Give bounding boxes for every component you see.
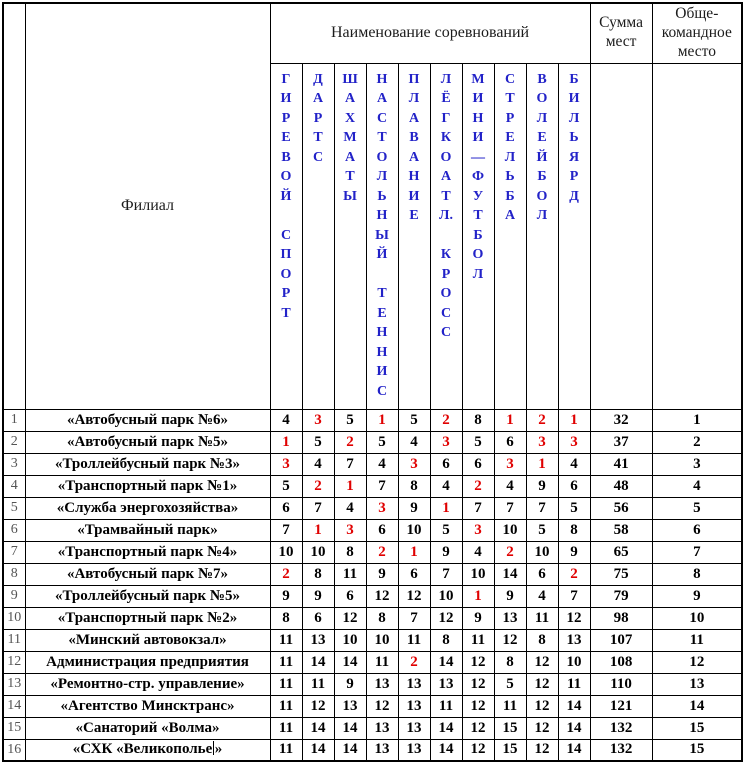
score-cell: 1 [558,409,590,431]
branch-name: «СХК «Великополье » [25,739,270,761]
place-cell: 9 [652,585,742,607]
table-row [3,431,742,453]
score-cell: 11 [526,607,558,629]
score-cell: 7 [398,607,430,629]
branch-name: «Транспортный парк №2» [25,607,270,629]
score-cell: 12 [526,717,558,739]
score-cell: 11 [302,673,334,695]
score-cell: 12 [526,695,558,717]
sum-cell: 132 [590,739,652,761]
score-cell: 12 [462,695,494,717]
column-header-sport-8: С Т Р Е Л Ь Б А [494,63,526,409]
table-row [3,519,742,541]
row-number: 7 [3,541,25,563]
branch-name: «Автобусный парк №6» [25,409,270,431]
score-cell: 11 [270,651,302,673]
table-row [3,585,742,607]
sum-cell: 48 [590,475,652,497]
place-cell: 3 [652,453,742,475]
score-cell: 12 [366,585,398,607]
competitions-header: Наименование соревнований [270,3,590,63]
score-cell: 14 [430,651,462,673]
place-cell: 10 [652,607,742,629]
score-cell: 13 [398,695,430,717]
score-cell: 12 [302,695,334,717]
row-number: 14 [3,695,25,717]
score-cell: 3 [526,431,558,453]
score-cell: 1 [270,431,302,453]
score-cell: 8 [302,563,334,585]
score-cell: 14 [430,739,462,761]
score-cell: 14 [558,717,590,739]
score-cell: 5 [526,519,558,541]
score-cell: 10 [270,541,302,563]
score-cell: 7 [462,497,494,519]
row-number: 12 [3,651,25,673]
score-cell: 4 [558,453,590,475]
score-cell: 1 [462,585,494,607]
score-cell: 3 [270,453,302,475]
score-cell: 14 [334,739,366,761]
score-cell: 10 [494,519,526,541]
place-cell: 14 [652,695,742,717]
score-cell: 6 [334,585,366,607]
sum-cell: 75 [590,563,652,585]
place-cell: 15 [652,717,742,739]
score-cell: 1 [494,409,526,431]
sum-cell: 98 [590,607,652,629]
row-number: 4 [3,475,25,497]
row-number: 6 [3,519,25,541]
score-cell: 8 [526,629,558,651]
place-cell: 13 [652,673,742,695]
score-cell: 8 [494,651,526,673]
sum-cell: 58 [590,519,652,541]
score-cell: 2 [494,541,526,563]
score-cell: 7 [526,497,558,519]
score-cell: 14 [334,717,366,739]
score-cell: 4 [398,431,430,453]
overall-column-spacer [652,63,742,409]
score-cell: 2 [526,409,558,431]
column-header-sport-7: М И Н И — Ф У Т Б О Л [462,63,494,409]
score-cell: 1 [302,519,334,541]
score-cell: 4 [366,453,398,475]
row-number: 5 [3,497,25,519]
sum-cell: 37 [590,431,652,453]
score-cell: 3 [398,453,430,475]
table-row [3,717,742,739]
score-cell: 5 [494,673,526,695]
score-cell: 8 [270,607,302,629]
place-cell: 5 [652,497,742,519]
score-cell: 1 [526,453,558,475]
place-cell: 2 [652,431,742,453]
column-header-sport-5: П Л А В А Н И Е [398,63,430,409]
score-cell: 9 [526,475,558,497]
score-cell: 13 [398,739,430,761]
score-cell: 5 [270,475,302,497]
sum-cell: 108 [590,651,652,673]
branch-name: «Автобусный парк №5» [25,431,270,453]
score-cell: 13 [494,607,526,629]
branch-name: «Троллейбусный парк №5» [25,585,270,607]
column-header-sport-3: Ш А Х М А Т Ы [334,63,366,409]
row-number: 11 [3,629,25,651]
sum-cell: 107 [590,629,652,651]
score-cell: 11 [270,629,302,651]
score-cell: 12 [462,651,494,673]
filial-header: Филиал [25,3,270,409]
score-cell: 3 [430,431,462,453]
score-cell: 8 [398,475,430,497]
row-number: 13 [3,673,25,695]
score-cell: 7 [334,453,366,475]
score-cell: 12 [494,629,526,651]
score-cell: 6 [302,607,334,629]
branch-name: «Санаторий «Волма» [25,717,270,739]
score-cell: 7 [558,585,590,607]
score-cell: 14 [302,739,334,761]
sum-header: Сумма мест [590,3,652,63]
sum-cell: 110 [590,673,652,695]
score-cell: 11 [270,717,302,739]
branch-name: «Троллейбусный парк №3» [25,453,270,475]
header-row-top [3,3,742,63]
score-cell: 13 [558,629,590,651]
score-cell: 6 [526,563,558,585]
score-cell: 2 [366,541,398,563]
row-number: 3 [3,453,25,475]
column-header-sport-9: В О Л Е Й Б О Л [526,63,558,409]
score-cell: 12 [526,673,558,695]
branch-name: Администрация предприятия [25,651,270,673]
score-cell: 4 [526,585,558,607]
score-cell: 7 [270,519,302,541]
sum-cell: 56 [590,497,652,519]
score-cell: 5 [462,431,494,453]
sum-cell: 32 [590,409,652,431]
score-cell: 12 [462,673,494,695]
score-cell: 4 [302,453,334,475]
score-cell: 11 [462,629,494,651]
score-cell: 5 [430,519,462,541]
score-cell: 2 [334,431,366,453]
score-cell: 11 [270,695,302,717]
table-row [3,497,742,519]
table-row [3,629,742,651]
score-cell: 4 [334,497,366,519]
score-cell: 10 [462,563,494,585]
score-cell: 9 [430,541,462,563]
score-cell: 3 [334,519,366,541]
text-cursor [213,741,215,755]
score-cell: 6 [366,519,398,541]
branch-name: «Ремонтно-стр. управление» [25,673,270,695]
branch-name: «Автобусный парк №7» [25,563,270,585]
score-cell: 4 [270,409,302,431]
score-cell: 13 [366,717,398,739]
score-cell: 13 [398,673,430,695]
score-cell: 12 [430,607,462,629]
score-cell: 9 [302,585,334,607]
branch-name: «Транспортный парк №1» [25,475,270,497]
score-cell: 10 [398,519,430,541]
place-cell: 15 [652,739,742,761]
score-cell: 5 [334,409,366,431]
score-cell: 8 [366,607,398,629]
place-cell: 8 [652,563,742,585]
table-row [3,607,742,629]
score-cell: 13 [430,673,462,695]
score-cell: 14 [302,651,334,673]
score-cell: 13 [302,629,334,651]
score-cell: 2 [270,563,302,585]
score-cell: 14 [558,739,590,761]
score-cell: 10 [334,629,366,651]
table-row [3,651,742,673]
table-row [3,673,742,695]
column-header-sport-2: Д А Р Т С [302,63,334,409]
score-cell: 13 [366,673,398,695]
score-cell: 3 [462,519,494,541]
place-cell: 11 [652,629,742,651]
score-cell: 5 [366,431,398,453]
place-cell: 6 [652,519,742,541]
score-cell: 2 [558,563,590,585]
score-cell: 9 [270,585,302,607]
score-cell: 15 [494,717,526,739]
row-number: 1 [3,409,25,431]
score-cell: 1 [366,409,398,431]
score-cell: 11 [270,673,302,695]
score-cell: 2 [398,651,430,673]
score-cell: 6 [430,453,462,475]
score-cell: 7 [302,497,334,519]
score-cell: 6 [462,453,494,475]
score-cell: 12 [462,717,494,739]
score-cell: 3 [494,453,526,475]
score-cell: 9 [558,541,590,563]
score-cell: 4 [430,475,462,497]
score-cell: 10 [302,541,334,563]
place-cell: 7 [652,541,742,563]
place-cell: 12 [652,651,742,673]
score-cell: 5 [302,431,334,453]
results-table [2,2,743,762]
score-cell: 14 [430,717,462,739]
table-row [3,475,742,497]
score-cell: 12 [462,739,494,761]
sum-cell: 79 [590,585,652,607]
row-number: 10 [3,607,25,629]
score-cell: 3 [366,497,398,519]
branch-name: «Трамвайный парк» [25,519,270,541]
score-cell: 1 [430,497,462,519]
row-number: 9 [3,585,25,607]
table-row [3,695,742,717]
branch-name: «Служба энергохозяйства» [25,497,270,519]
place-cell: 4 [652,475,742,497]
sum-cell: 65 [590,541,652,563]
score-cell: 10 [558,651,590,673]
score-cell: 12 [366,695,398,717]
score-cell: 12 [526,651,558,673]
score-cell: 9 [462,607,494,629]
table-row [3,563,742,585]
score-cell: 14 [334,651,366,673]
score-cell: 12 [398,585,430,607]
score-cell: 4 [494,475,526,497]
score-cell: 14 [302,717,334,739]
score-cell: 7 [430,563,462,585]
score-cell: 13 [366,739,398,761]
score-cell: 8 [430,629,462,651]
score-cell: 10 [430,585,462,607]
score-cell: 7 [366,475,398,497]
branch-name: «Агентство Минсктранс» [25,695,270,717]
column-header-sport-6: Л Ё Г К О А Т Л. К Р О С С [430,63,462,409]
score-cell: 14 [558,695,590,717]
place-cell: 1 [652,409,742,431]
score-cell: 13 [398,717,430,739]
branch-name: «Транспортный парк №4» [25,541,270,563]
column-header-sport-1: Г И Р Е В О Й С П О Р Т [270,63,302,409]
branch-name: «Минский автовокзал» [25,629,270,651]
score-cell: 1 [398,541,430,563]
score-cell: 11 [430,695,462,717]
score-cell: 5 [558,497,590,519]
sum-cell: 41 [590,453,652,475]
row-number: 16 [3,739,25,761]
score-cell: 14 [494,563,526,585]
score-cell: 8 [558,519,590,541]
score-cell: 11 [494,695,526,717]
table-row [3,541,742,563]
score-cell: 13 [334,695,366,717]
sum-cell: 132 [590,717,652,739]
score-cell: 15 [494,739,526,761]
sum-column-spacer [590,63,652,409]
score-cell: 2 [430,409,462,431]
score-cell: 10 [366,629,398,651]
row-number: 8 [3,563,25,585]
score-cell: 6 [398,563,430,585]
score-cell: 6 [558,475,590,497]
score-cell: 12 [558,607,590,629]
score-cell: 11 [398,629,430,651]
table-row [3,409,742,431]
column-header-sport-10: Б И Л Ь Я Р Д [558,63,590,409]
column-header-sport-4: Н А С Т О Л Ь Н Ы Й Т Е Н Н И С [366,63,398,409]
score-cell: 9 [494,585,526,607]
score-cell: 7 [494,497,526,519]
score-cell: 12 [526,739,558,761]
score-cell: 9 [366,563,398,585]
score-cell: 12 [334,607,366,629]
score-cell: 4 [462,541,494,563]
number-column-header [3,3,25,409]
score-cell: 1 [334,475,366,497]
row-number: 2 [3,431,25,453]
overall-place-header: Обще-командное место [652,3,742,63]
score-cell: 8 [334,541,366,563]
score-cell: 11 [558,673,590,695]
score-cell: 6 [494,431,526,453]
score-cell: 5 [398,409,430,431]
score-cell: 6 [270,497,302,519]
score-cell: 10 [526,541,558,563]
score-cell: 8 [462,409,494,431]
score-cell: 11 [334,563,366,585]
score-cell: 2 [462,475,494,497]
score-cell: 11 [366,651,398,673]
table-row [3,739,742,761]
score-cell: 3 [302,409,334,431]
score-cell: 2 [302,475,334,497]
table-row [3,453,742,475]
score-cell: 11 [270,739,302,761]
score-cell: 9 [334,673,366,695]
sum-cell: 121 [590,695,652,717]
score-cell: 9 [398,497,430,519]
row-number: 15 [3,717,25,739]
score-cell: 3 [558,431,590,453]
